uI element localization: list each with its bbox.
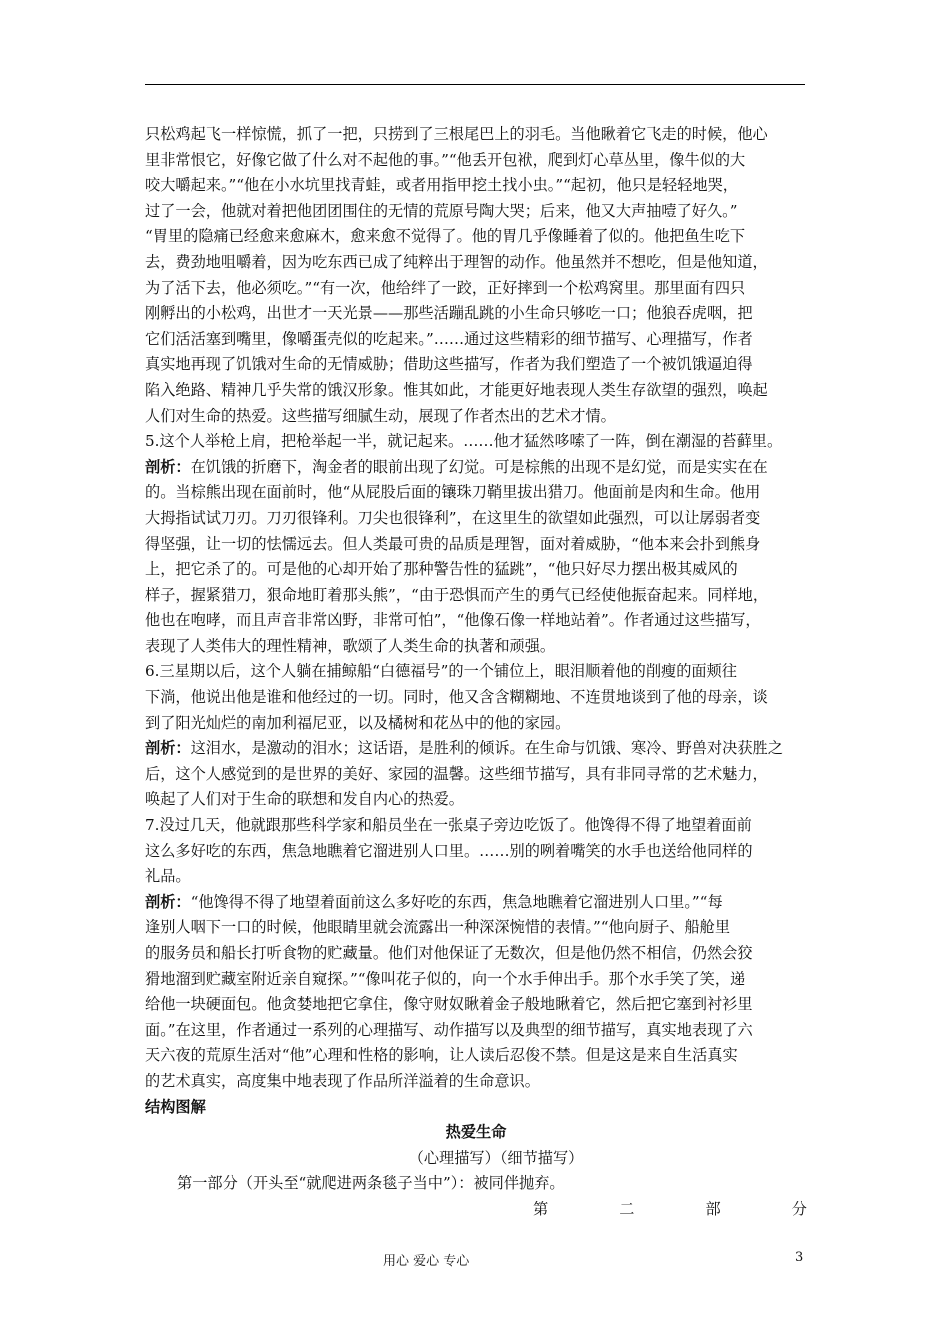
paragraph-line: 下淌，他说出他是谁和他经过的一切。同时，他又含含糊糊地、不连贯地谈到了他的母亲，谈 — [145, 688, 768, 707]
diagram-part-1: 第一部分（开头至“就爬进两条毯子当中”）：被同伴抛弃。 — [177, 1174, 565, 1193]
paragraph-line: 猾地溜到贮藏室附近亲自窥探。”“像叫花子似的，向一个水手伸出手。那个水手笑了笑，递 — [145, 969, 746, 988]
paragraph-line: 礼品。 — [145, 867, 191, 886]
part2-char: 二 — [619, 1199, 635, 1218]
paragraph-line: 人们对生命的热爱。这些描写细腻生动，展现了作者杰出的艺术才情。 — [145, 406, 616, 425]
analysis-line — [145, 455, 807, 481]
analysis-line — [145, 736, 807, 762]
paragraph-line: 刚孵出的小松鸡，出世才一天光景——那些活蹦乱跳的小生命只够吃一口；他狼吞虎咽，把 — [145, 304, 753, 323]
paragraph-line: 陷入绝路、精神几乎失常的饿汉形象。惟其如此，才能更好地表现人类生存欲望的强烈，唤起 — [145, 380, 768, 399]
part2-char: 分 — [791, 1199, 807, 1218]
diagram-title: 热爱生命 — [445, 1123, 507, 1142]
paragraph-line: 表现了人类伟大的理性精神，歌颂了人类生命的执著和顽强。 — [145, 636, 556, 655]
body-text — [145, 122, 807, 1095]
paragraph-line: 去，费劲地咀嚼着，因为吃东西已成了纯粹出于理智的动作。他虽然并不想吃，但是他知道， — [145, 252, 768, 271]
paragraph-line: 他也在咆哮，而且声音非常凶野，非常可怕”，“他像石像一样地站着”。作者通过这些描写， — [145, 611, 761, 630]
paragraph-line: 后，这个人感觉到的是世界的美好、家园的温馨。这些细节描写，具有非同寻常的艺术魅力， — [145, 764, 768, 783]
paragraph-line: 的。当棕熊出现在面前时，他“从屁股后面的镶珠刀鞘里拔出猎刀。他面前是肉和生命。他用 — [145, 483, 761, 502]
document-body — [145, 122, 807, 1223]
paragraph-line: 天六夜的荒原生活对“他”心理和性格的影响，让人读后忍俊不禁。但是这是来自生活真实 — [145, 1046, 738, 1065]
analysis-label: 剖析： — [145, 457, 191, 476]
page-number: 3 — [795, 1250, 804, 1265]
paragraph-line: 只松鸡起飞一样惊慌，抓了一把，只捞到了三根尾巴上的羽毛。当他瞅着它飞走的时候，他心 — [145, 125, 768, 143]
analysis-text: “他馋得不得了地望着面前这么多好吃的东西，焦急地瞧着它溜进别人口里。”“每 — [190, 892, 723, 911]
paragraph-line: 它们活活塞到嘴里，像嚼蛋壳似的吃起来。”……通过这些精彩的细节描写、心理描写，作者 — [145, 329, 753, 348]
analysis-label: 剖析： — [145, 892, 191, 911]
paragraph-line: 到了阳光灿烂的南加利福尼亚，以及橘树和花丛中的他的家园。 — [145, 713, 571, 732]
part2-char: 第 — [533, 1199, 549, 1218]
paragraph-line: 6.三星期以后，这个人躺在捕鲸船“白德福号”的一个铺位上，眼泪顺着他的削瘦的面颊往 — [145, 662, 737, 681]
paragraph-line: 的服务员和船长打听食物的贮藏量。他们对他保证了无数次，但是他仍然不相信，仍然会狡 — [145, 944, 753, 962]
paragraph-line: 的艺术真实，高度集中地表现了作品所洋溢着的生命意识。 — [145, 1071, 540, 1090]
paragraph-line: 大拇指试试刀刃。刀刃很锋利。刀尖也很锋利”，在这里生的欲望如此强烈，可以让孱弱者变 — [145, 508, 761, 527]
analysis-text: 这泪水，是激动的泪水；这话语，是胜利的倾诉。在生命与饥饿、寒冷、野兽对决获胜之 — [190, 739, 783, 758]
header-rule — [145, 84, 805, 85]
paragraph-line: 给他一块硬面包。他贪婪地把它拿住，像守财奴瞅着金子般地瞅着它，然后把它塞到衬衫里 — [145, 995, 753, 1014]
diagram-part-2 — [145, 1197, 807, 1223]
paragraph-line: 样子，握紧猎刀，狠命地盯着那头熊”，“由于恐惧而产生的勇气已经使他振奋起来。同样地， — [145, 585, 769, 604]
paragraph-line: 咬大嚼起来。”“他在小水坑里找青蛙，或者用指甲挖土找小虫。”“起初，他只是轻轻地哭， — [145, 176, 738, 195]
paragraph-line: 这么多好吃的东西，焦急地瞧着它溜进别人口里。……别的咧着嘴笑的水手也送给他同样的 — [145, 841, 753, 860]
section-heading: 结构图解 — [145, 1097, 206, 1116]
analysis-label: 剖析： — [145, 739, 191, 758]
paragraph-line: 为了活下去，他必须吃。”“有一次，他给绊了一跤，正好摔到一个松鸡窝里。那里面有四只 — [145, 278, 746, 297]
paragraph-line: 里非常恨它，好像它做了什么对不起他的事。”“他丢开包袱，爬到灯心草丛里，像牛似的大 — [145, 150, 746, 169]
paragraph-line: 真实地再现了饥饿对生命的无情威胁；借助这些描写，作者为我们塑造了一个被饥饿逼迫得 — [145, 355, 753, 374]
paragraph-line: 得坚强，让一切的怯懦远去。但人类最可贵的品质是理智，面对着威胁，“他本来会扑到熊身 — [145, 534, 761, 553]
paragraph-line: 逢别人咽下一口的时候，他眼睛里就会流露出一种深深惋惜的表情。”“他向厨子、船舱里 — [145, 918, 731, 937]
footer-slogan: 用心 爱心 专心 — [383, 1254, 470, 1269]
paragraph-line: 面。”在这里，作者通过一系列的心理描写、动作描写以及典型的细节描写，真实地表现了六 — [145, 1020, 753, 1039]
paragraph-line: 过了一会，他就对着把他团团围住的无情的荒原号陶大哭；后来，他又大声抽噎了好久。” — [145, 201, 738, 220]
paragraph-line: 5.这个人举枪上肩，把枪举起一半，就记起来。……他才猛然哆嗦了一阵，倒在潮湿的苔藓里。 — [145, 432, 783, 451]
paragraph-line: “胃里的隐痛已经愈来愈麻木，愈来愈不觉得了。他的胃几乎像睡着了似的。他把鱼生吃下 — [145, 227, 746, 246]
paragraph-line: 7.没过几天，他就跟那些科学家和船员坐在一张桌子旁边吃饭了。他馋得不得了地望着面前 — [145, 816, 752, 835]
part2-char: 部 — [705, 1199, 721, 1218]
paragraph-line: 唤起了人们对于生命的联想和发自内心的热爱。 — [145, 790, 464, 809]
analysis-line — [145, 890, 807, 916]
diagram-subtitle: （心理描写）（细节描写） — [408, 1148, 584, 1167]
paragraph-line: 上，把它杀了的。可是他的心却开始了那种警告性的猛跳”，“他只好尽力摆出极其威风的 — [145, 560, 738, 579]
analysis-text: 在饥饿的折磨下，淘金者的眼前出现了幻觉。可是棕熊的出现不是幻觉，而是实实在在 — [190, 457, 768, 476]
